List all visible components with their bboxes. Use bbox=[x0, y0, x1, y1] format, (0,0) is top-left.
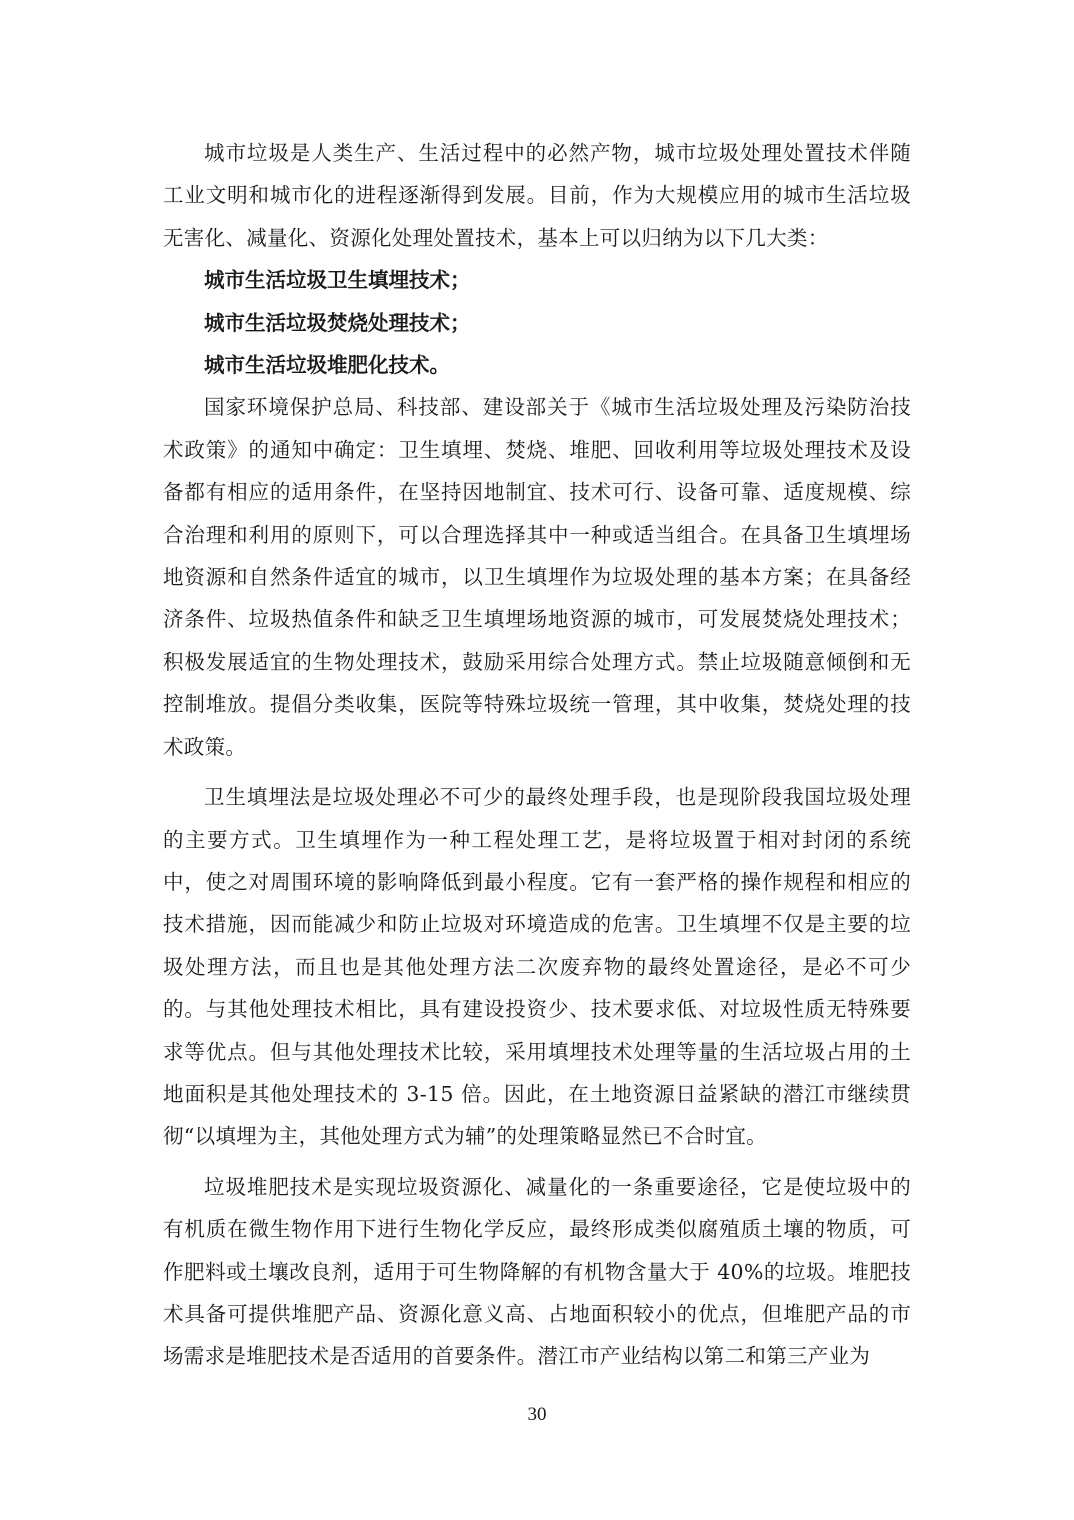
bold-item-incineration: 城市生活垃圾焚烧处理技术； bbox=[204, 310, 471, 335]
landfill-paragraph: 卫生填埋法是垃圾处理必不可少的最终处理手段，也是现阶段我国垃圾处理的主要方式。卫生填埋作为一种工程处理工艺，是将垃圾置于相对封闭的系统中，使之对周围环境的影响降低到最小程度。它有一套严格的操作规程和相应的技术措施，因而能减少和防止垃圾对环境造成的危害。卫生填埋不仅是主要的垃圾处理方法，而且也是其他处理方法二次废弃物的最终处置途径，是必不可少的。与其他处理技术相比，具有建设投资少、技术要求低、对垃圾性质无特殊要求等优点。但与其他处理技术比较，采用填埋技术处理等量的生活垃圾占用的土地面积是其他处理技术的 3-15 倍。因此，在土地资源日益紧缺的潜江市继续贯彻“以填埋为主，其他处理方式为辅”的处理策略显然已不合时宜。 bbox=[163, 785, 911, 1149]
intro-paragraph: 城市垃圾是人类生产、生活过程中的必然产物，城市垃圾处理处置技术伴随工业文明和城市化的进程逐渐得到发展。目前，作为大规模应用的城市生活垃圾无害化、减量化、资源化处理处置技术，基本上可以归纳为以下几大类： bbox=[163, 141, 911, 250]
bold-item-landfill: 城市生活垃圾卫生填埋技术； bbox=[204, 268, 471, 293]
page-number: 30 bbox=[527, 1404, 547, 1425]
policy-paragraph: 国家环境保护总局、科技部、建设部关于《城市生活垃圾处理及污染防治技术政策》的通知中确定：卫生填埋、焚烧、堆肥、回收利用等垃圾处理技术及设备都有相应的适用条件，在坚持因地制宜、技术可行、设备可靠、适度规模、综合治理和利用的原则下，可以合理选择其中一种或适当组合。在具备卫生填埋场地资源和自然条件适宜的城市，以卫生填埋作为垃圾处理的基本方案；在具备经济条件、垃圾热值条件和缺乏卫生填埋场地资源的城市，可发展焚烧处理技术；积极发展适宜的生物处理技术，鼓励采用综合处理方式。禁止垃圾随意倾倒和无控制堆放。提倡分类收集，医院等特殊垃圾统一管理，其中收集，焚烧处理的技术政策。 bbox=[163, 395, 911, 759]
bold-item-compost: 城市生活垃圾堆肥化技术。 bbox=[204, 353, 450, 378]
document-body bbox=[163, 132, 911, 1378]
compost-paragraph: 垃圾堆肥技术是实现垃圾资源化、减量化的一条重要途径，它是使垃圾中的有机质在微生物作用下进行生物化学反应，最终形成类似腐殖质土壤的物质，可作肥料或土壤改良剂，适用于可生物降解的有机物含量大于 40%的垃圾。堆肥技术具备可提供堆肥产品、资源化意义高、占地面积较小的优点，但堆肥产品的市场需求是堆肥技术是否适用的首要条件。潜江市产业结构以第二和第三产业为 bbox=[163, 1174, 911, 1369]
